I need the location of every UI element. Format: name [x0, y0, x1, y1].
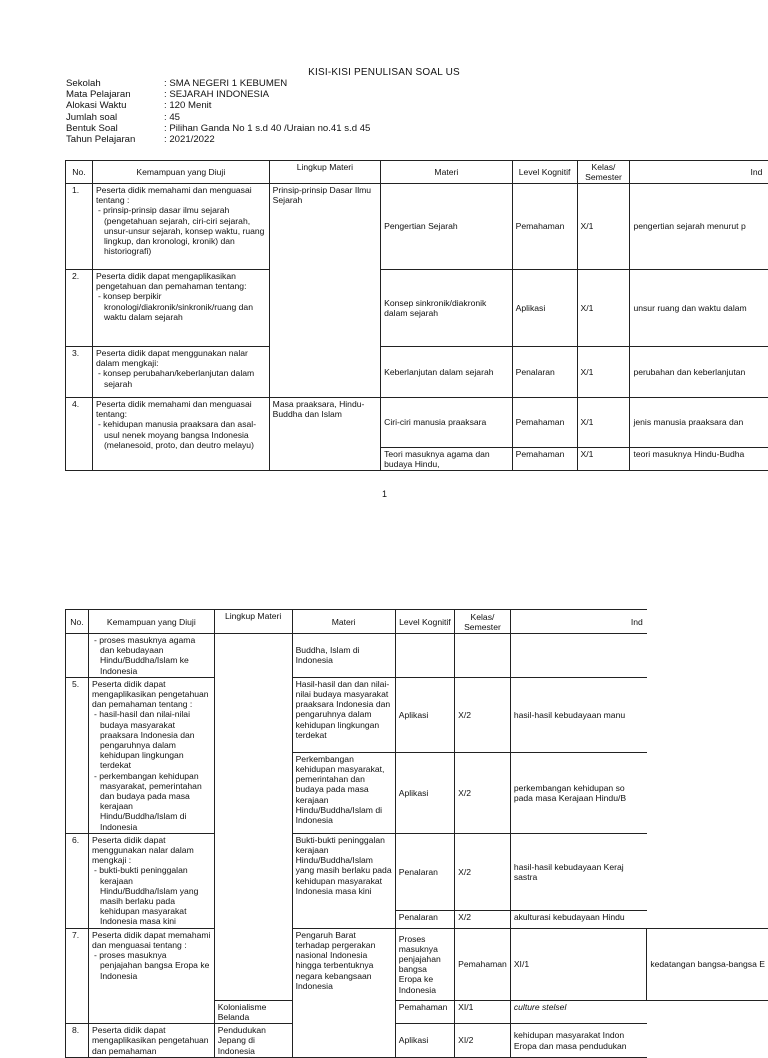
materi-cell: Kolonialisme Belanda [214, 1000, 292, 1023]
level-cell: Pemahaman [512, 448, 577, 471]
meta-row-time: Alokasi Waktu : 120 Menit [66, 100, 370, 111]
meta-row-school: Sekolah : SMA NEGERI 1 KEBUMEN [66, 78, 370, 89]
header-indikator: Ind [510, 610, 646, 634]
document-meta [66, 78, 370, 145]
header-kemampuan: Kemampuan yang Diuji [92, 161, 269, 184]
header-lingkup: Lingkup Materi [269, 161, 380, 184]
indikator-cell: teori masuknya Hindu-Budha [630, 448, 768, 471]
row-number: 6. [66, 833, 89, 928]
level-cell: Aplikasi [395, 677, 454, 752]
meta-row-question-type: Bentuk Soal : Pilihan Ganda No 1 s.d 40 /Uraian no.41 s.d 45 [66, 123, 370, 134]
row-number: 2. [66, 270, 93, 347]
table-row [66, 928, 768, 1000]
kelas-cell: X/1 [577, 448, 630, 471]
indikator-cell: kehidupan masyarakat Indon Eropa dan masa pendudukan [510, 1024, 646, 1058]
level-cell: Aplikasi [395, 1024, 454, 1058]
level-cell: Pemahaman [395, 1000, 454, 1023]
indikator-cell: akulturasi kebudayaan Hindu [510, 911, 646, 929]
header-materi: Materi [381, 161, 513, 184]
kelas-cell: X/2 [455, 677, 511, 752]
indikator-cell: perkembangan kehidupan so pada masa Kerajaan Hindu/B [510, 752, 646, 833]
header-no: No. [66, 161, 93, 184]
kemampuan-cell: - proses masuknya agama dan kebudayaan Hindu/Buddha/Islam ke Indonesia [88, 634, 214, 678]
table-row [66, 677, 768, 752]
indikator-cell: hasil-hasil kebudayaan manu [510, 677, 646, 752]
indikator-cell: pengertian sejarah menurut p [630, 184, 768, 270]
level-cell: Aplikasi [512, 270, 577, 347]
meta-row-question-count: Jumlah soal : 45 [66, 112, 370, 123]
table-header-row [66, 161, 768, 184]
row-number: 8. [66, 1024, 89, 1058]
meta-row-academic-year: Tahun Pelajaran : 2021/2022 [66, 134, 370, 145]
kemampuan-cell: Peserta didik memahami dan menguasai tentang : - prinsip-prinsip dasar ilmu sejarah (pengetahuan sejarah, ciri-ciri sejarah, unsur-unsur sejarah, konsep waktu, ruang lingkup, dan kronologi, kronik) dan historiografi) [92, 184, 269, 270]
materi-cell: Bukti-bukti peninggalan kerajaan Hindu/Buddha/Islam yang masih berlaku pada kehidupan masyarakat Indonesia masa kini [292, 833, 395, 928]
header-no: No. [66, 610, 89, 634]
kelas-cell: X/1 [577, 184, 630, 270]
table-row [66, 347, 768, 398]
meta-row-subject: Mata Pelajaran : SEJARAH INDONESIA [66, 89, 370, 100]
materi-cell: Proses masuknya penjajahan bangsa Eropa ke Indonesia [395, 928, 454, 1000]
kelas-cell: X/1 [577, 398, 630, 448]
indikator-cell: perubahan dan keberlanjutan [630, 347, 768, 398]
header-kemampuan: Kemampuan yang Diuji [88, 610, 214, 634]
kemampuan-cell: Peserta didik dapat memahami dan menguasai tentang : - proses masuknya penjajahan bangsa Eropa ke Indonesia [88, 928, 214, 1023]
header-kelas: Kelas/ Semester [577, 161, 630, 184]
materi-cell: Perkembangan kehidupan masyarakat, pemerintahan dan budaya pada masa kerajaan Hindu/Buddha/Islam di Indonesia [292, 752, 395, 833]
header-lingkup: Lingkup Materi [214, 610, 292, 634]
table-row [66, 833, 768, 910]
kelas-cell: X/2 [455, 833, 511, 910]
table-row [66, 1024, 768, 1058]
header-indikator: Ind [630, 161, 768, 184]
lingkup-cell [214, 634, 292, 1001]
indikator-cell: hasil-hasil kebudayaan Keraj sastra [510, 833, 646, 910]
kelas-cell: X/1 [577, 347, 630, 398]
header-level: Level Kognitif [512, 161, 577, 184]
level-cell: Pemahaman [512, 184, 577, 270]
row-number: 1. [66, 184, 93, 270]
indikator-cell: jenis manusia praaksara dan [630, 398, 768, 448]
header-level: Level Kognitif [395, 610, 454, 634]
row-number: 3. [66, 347, 93, 398]
page-number: 1 [382, 489, 387, 499]
kemampuan-cell: Peserta didik dapat mengaplikasikan pengetahuan dan pemahaman tentang : - hasil-hasil dan nilai-nilai budaya masyarakat praaksara Indonesia dan pengaruhnya dalam kehidupan lingkungan terdekat - perkembangan kehidupan masyarakat, pemerintahan dan budaya pada masa kerajaan Hindu/Buddha/Islam di Indonesia [88, 677, 214, 833]
materi-cell: Pendudukan Jepang di Indonesia [214, 1024, 292, 1058]
level-cell [395, 634, 454, 678]
kelas-cell: XI/2 [455, 1024, 511, 1058]
level-cell: Penalaran [512, 347, 577, 398]
kelas-cell: X/1 [577, 270, 630, 347]
materi-cell: Teori masuknya agama dan budaya Hindu, [381, 448, 513, 471]
kelas-cell: XI/1 [510, 928, 646, 1000]
table-row [66, 634, 768, 678]
kemampuan-cell: Peserta didik memahami dan menguasai tentang: - kehidupan manusia praaksara dan asal-usul nenek moyang bangsa Indonesia (melanesoid, proto, dan deutro melayu) [92, 398, 269, 471]
indikator-cell [510, 634, 646, 678]
indikator-cell: unsur ruang dan waktu dalam [630, 270, 768, 347]
level-cell: Pemahaman [455, 928, 511, 1000]
kelas-cell: XI/1 [455, 1000, 511, 1023]
level-cell: Aplikasi [395, 752, 454, 833]
indikator-cell: kedatangan bangsa-bangsa E [647, 928, 768, 1000]
level-cell: Penalaran [395, 833, 454, 910]
kemampuan-cell: Peserta didik dapat mengaplikasikan pengetahuan dan pemahaman [88, 1024, 214, 1058]
level-cell: Pemahaman [512, 398, 577, 448]
kisi-table-page-2 [65, 609, 768, 1058]
kelas-cell: X/2 [455, 911, 511, 929]
table-row [66, 184, 768, 270]
row-number: 7. [66, 928, 89, 1023]
materi-cell: Hasil-hasil dan dan nilai-nilai budaya masyarakat praaksara Indonesia dan pengaruhnya dalam kehidupan lingkungan terdekat [292, 677, 395, 752]
header-materi: Materi [292, 610, 395, 634]
kemampuan-cell: Peserta didik dapat mengaplikasikan pengetahuan dan pemahaman tentang: - konsep berpikir kronologi/diakronik/sinkronik/ruang dan waktu dalam sejarah [92, 270, 269, 347]
materi-cell: Konsep sinkronik/diakronik dalam sejarah [381, 270, 513, 347]
row-number: 5. [66, 677, 89, 833]
materi-cell: Buddha, Islam di Indonesia [292, 634, 395, 678]
lingkup-cell: Pengaruh Barat terhadap pergerakan nasional Indonesia hingga terbentuknya negara kebangsaan Indonesia [292, 928, 395, 1057]
row-number: 4. [66, 398, 93, 471]
indikator-cell: culture stelsel [510, 1000, 646, 1023]
kisi-table-page-1 [65, 160, 768, 471]
materi-cell: Pengertian Sejarah [381, 184, 513, 270]
lingkup-cell: Masa praaksara, Hindu-Buddha dan Islam [269, 398, 380, 471]
document-title: KISI-KISI PENULISAN SOAL US [0, 67, 768, 78]
lingkup-cell: Prinsip-prinsip Dasar Ilmu Sejarah [269, 184, 380, 398]
kelas-cell [455, 634, 511, 678]
table-row [66, 398, 768, 448]
row-number [66, 634, 89, 678]
table-header-row [66, 610, 768, 634]
materi-cell: Keberlanjutan dalam sejarah [381, 347, 513, 398]
table-row [66, 270, 768, 347]
kemampuan-cell: Peserta didik dapat menggunakan nalar dalam mengkaji : - bukti-bukti peninggalan kerajaan Hindu/Buddha/Islam yang masih berlaku pada kehidupan masyarakat Indonesia masa kini [88, 833, 214, 928]
materi-cell: Ciri-ciri manusia praaksara [381, 398, 513, 448]
kemampuan-cell: Peserta didik dapat menggunakan nalar dalam mengkaji: - konsep perubahan/keberlanjutan dalam sejarah [92, 347, 269, 398]
level-cell: Penalaran [395, 911, 454, 929]
header-kelas: Kelas/ Semester [455, 610, 511, 634]
kelas-cell: X/2 [455, 752, 511, 833]
